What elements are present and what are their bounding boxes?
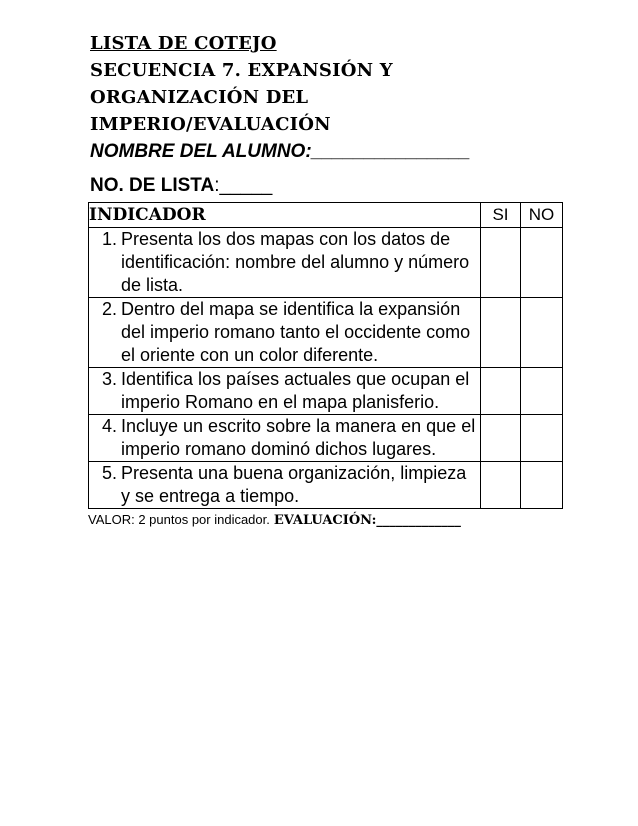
indicator-number: 2. bbox=[101, 299, 117, 319]
student-name-field: NOMBRE DEL ALUMNO:_______________ bbox=[90, 141, 471, 162]
indicator-cell bbox=[89, 228, 481, 298]
checklist-table bbox=[88, 202, 563, 509]
document-title: LISTA DE COTEJO bbox=[90, 33, 277, 54]
table-row bbox=[89, 415, 563, 462]
table-row bbox=[89, 228, 563, 298]
sequence-line-3: IMPERIO/EVALUACIÓN bbox=[90, 114, 331, 135]
indicator-number: 4. bbox=[101, 416, 117, 436]
yes-cell[interactable] bbox=[481, 298, 521, 368]
indicator-text: Presenta una buena organización, limpieza y se entrega a tiempo. bbox=[121, 463, 467, 506]
indicator-number: 1. bbox=[101, 229, 117, 249]
no-cell[interactable] bbox=[521, 415, 563, 462]
yes-header: SI bbox=[481, 203, 521, 228]
table-row bbox=[89, 368, 563, 415]
indicator-text: Incluye un escrito sobre la manera en que el imperio romano dominó dichos lugares. bbox=[121, 416, 476, 459]
indicator-cell bbox=[89, 298, 481, 368]
table-row bbox=[89, 462, 563, 509]
indicator-text: Presenta los dos mapas con los datos de identificación: nombre del alumno y número de lista. bbox=[121, 229, 470, 295]
indicator-number: 5. bbox=[101, 463, 117, 483]
sequence-line-2: ORGANIZACIÓN DEL bbox=[90, 87, 309, 108]
indicator-number: 3. bbox=[101, 369, 117, 389]
indicator-header: INDICADOR bbox=[89, 203, 481, 228]
yes-cell[interactable] bbox=[481, 228, 521, 298]
indicator-cell bbox=[89, 368, 481, 415]
table-header-row bbox=[89, 203, 563, 228]
list-number-blank: :_____ bbox=[214, 175, 273, 196]
footer bbox=[88, 511, 566, 529]
no-header: NO bbox=[521, 203, 563, 228]
table-row bbox=[89, 298, 563, 368]
list-number-field bbox=[90, 172, 566, 200]
sequence-line: SECUENCIA 7. EXPANSIÓN Y bbox=[90, 60, 393, 81]
no-cell[interactable] bbox=[521, 368, 563, 415]
value-note: VALOR: 2 puntos por indicador. bbox=[88, 512, 270, 527]
no-cell[interactable] bbox=[521, 298, 563, 368]
yes-cell[interactable] bbox=[481, 415, 521, 462]
evaluation-field: EVALUACIÓN:_____________ bbox=[273, 513, 461, 528]
indicator-text: Dentro del mapa se identifica la expansión del imperio romano tanto el occidente como el oriente con un color diferente. bbox=[121, 299, 471, 365]
indicator-text: Identifica los países actuales que ocupan el imperio Romano en el mapa planisferio. bbox=[121, 369, 470, 412]
yes-cell[interactable] bbox=[481, 368, 521, 415]
no-cell[interactable] bbox=[521, 462, 563, 509]
yes-cell[interactable] bbox=[481, 462, 521, 509]
indicator-cell bbox=[89, 415, 481, 462]
checklist-document bbox=[90, 30, 566, 529]
list-number-label: NO. DE LISTA bbox=[90, 175, 215, 196]
no-cell[interactable] bbox=[521, 228, 563, 298]
indicator-cell bbox=[89, 462, 481, 509]
